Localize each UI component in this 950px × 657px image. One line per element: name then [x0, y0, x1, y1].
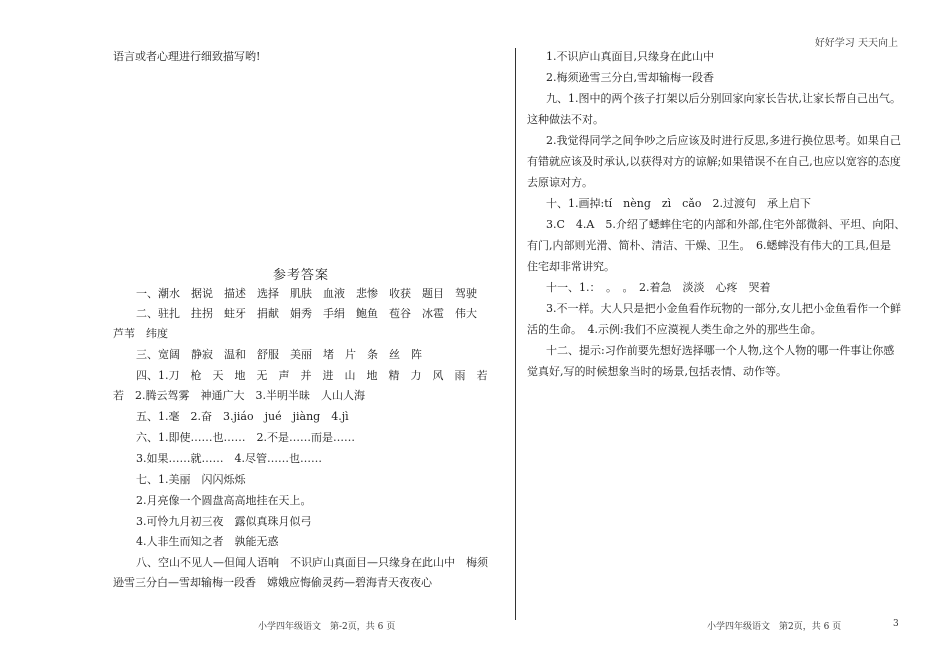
header-motto: 好好学习 天天向上	[814, 38, 898, 49]
left-line: 3.如果……就…… 4.尽管……也……	[136, 452, 322, 465]
right-line: 3.不一样。大人只是把小金鱼看作玩物的一部分,女儿把小金鱼看作一个鲜	[546, 302, 901, 315]
right-line: 去原谅对方。	[527, 176, 593, 189]
right-line: 觉真好,写的时候想象当时的场景,包括表情、动作等。	[527, 365, 787, 378]
right-line: 2.我觉得同学之间争吵之后应该及时进行反思,多进行换位思考。如果自己	[546, 134, 901, 147]
left-line: 3.可怜九月初三夜 露似真珠月似弓	[136, 515, 312, 528]
right-line: 2.梅须逊雪三分白,雪却输梅一段香	[546, 71, 714, 84]
column-divider	[515, 48, 516, 620]
right-line: 十二、提示:习作前要先想好选择哪一个人物,这个人物的哪一件事让你感	[546, 344, 895, 357]
left-line: 七、1.美丽 闪闪烁烁	[136, 473, 246, 486]
left-line: 2.月亮像一个圆盘高高地挂在天上。	[136, 494, 312, 507]
left-line: 三、宽阔 静寂 温和 舒服 美丽 堵 片 条 丝 阵	[136, 348, 422, 361]
right-line: 这种做法不对。	[527, 113, 604, 126]
right-line: 十一、1.： 。 。 2.着急 淡淡 心疼 哭着	[546, 281, 771, 294]
right-line: 活的生命。 4.示例:我们不应漠视人类生命之外的那些生命。	[527, 323, 822, 336]
left-line: 五、1.毫 2.奋 3.jiáo jué jiàng 4.jì	[136, 410, 349, 423]
left-line: 二、驻扎 拄拐 蛀牙 捐献 娟秀 手绢 鲍鱼 苞谷 冰雹 伟大	[136, 307, 477, 320]
left-line: 六、1.即使……也…… 2.不是……而是……	[136, 431, 355, 444]
footer-right: 小学四年级语文 第2页，共 6 页	[707, 622, 842, 632]
right-line: 3.C 4.A 5.介绍了蟋蟀住宅的内部和外部,住宅外部微斜、平坦、向阳、	[546, 218, 906, 231]
intro-line: 语言或者心理进行细致描写哟!	[113, 50, 261, 63]
left-line: 四、1.刀 枪 天 地 无 声 并 进 山 地 精 力 风 雨 若	[136, 369, 488, 382]
page-number: 3	[893, 619, 899, 629]
right-line: 住宅却非常讲究。	[527, 260, 615, 273]
answer-title: 参考答案	[273, 268, 330, 283]
left-line: 逊雪三分白—雪却输梅一段香 嫦娥应悔偷灵药—碧海青天夜夜心	[113, 576, 432, 589]
left-line: 芦苇 纬度	[113, 327, 168, 340]
right-line: 九、1.图中的两个孩子打架以后分别回家向家长告状,让家长帮自己出气。	[546, 92, 901, 105]
right-line: 1.不识庐山真面目,只缘身在此山中	[546, 50, 714, 63]
right-line: 十、1.画掉:tí nèng zì cǎo 2.过渡句 承上启下	[546, 197, 812, 210]
right-line: 有错就应该及时承认,以获得对方的谅解;如果错误不在自己,也应以宽容的态度	[527, 155, 901, 168]
footer-left: 小学四年级语文 第-2页，共 6 页	[258, 622, 396, 632]
left-line: 若 2.腾云驾雾 神通广大 3.半明半昧 人山人海	[113, 389, 365, 402]
right-line: 有门,内部则光滑、简朴、清洁、干燥、卫生。 6.蟋蟀没有伟大的工具,但是	[527, 239, 891, 252]
left-line: 八、空山不见人—但闻人语响 不识庐山真面目—只缘身在此山中 梅须	[136, 556, 488, 569]
left-line: 4.人非生而知之者 孰能无惑	[136, 535, 279, 548]
left-line: 一、潮水 据说 描述 选择 肌肤 血液 悲惨 收获 题目 驾驶	[136, 287, 477, 300]
